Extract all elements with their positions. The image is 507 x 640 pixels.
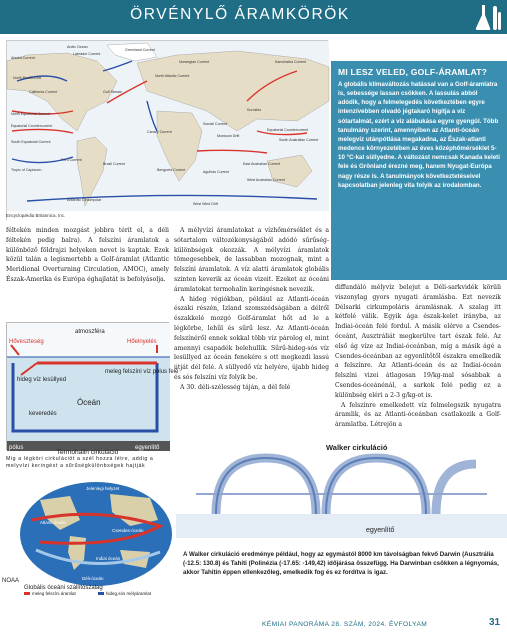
globe-label: Indiai óceán [96,556,121,561]
map-label: Equatorial Countercurrent [267,128,309,132]
map-label: Agulhas Current [203,170,229,174]
info-box [331,61,507,280]
flask-icon [473,2,503,32]
map-label: Monsoon Drift [217,134,240,138]
walker-graphic [176,434,507,538]
map-label: Brazil Current [103,162,125,166]
map-label: Alaska Current [11,56,35,60]
ocean-currents-map-graphic [7,41,329,221]
map-label: Peru Current [61,158,82,162]
walker-circulation-diagram [176,434,507,538]
legend-cold: hideg,sós mélyáramlat [106,591,152,596]
globe-label: Csendes-óceán [112,528,144,533]
map-label: Gulf Stream [103,90,123,94]
legend-warm: meleg felszíni áramlat [32,591,76,596]
map-label: Equatorial Countercurrent [11,124,53,128]
map-label: Greenland Current [125,48,155,52]
map-credit: Encyclopædia Britannica, Inc. [6,213,66,218]
conveyor-belt-graphic [0,480,173,597]
heat-loss-label: Hőveszteség [9,339,44,345]
paragraph: diffundáló mélyvíz belejut a Déli-sarkvidék körüli viszonylag gyors nyugati áramlásba. Ezt nevezik Délsarki cirkumpoláris áramlásnak. A szalag itt kétfelé válik. Egyik ága észak-kelet irányba, az Indiai-óceán felé fordul. A másik elérve a Csendes-óceánt, Ausztráliát megkerülve tart észak felé. Az első ág víze az Indiai-óceánban, míg a másik ágé a Csendes-óceánban az egyenlítőtől északra emelkedik a felszínre. Az Atlanti-óceán és az Indiai-óceán felszíni vizei átlagosan 19/kg-mal sósabbak a Csendes-óceánénál, a sarkok felé pedig ez a különbség eléri a 2-3 g/kg-ot is. [335,284,501,399]
map-label: North Equatorial Current [11,112,50,116]
info-box-body: A globális klímaváltozás hatással van a Golf-áramlatra is, sebessége lassan csökken. A lassulás abból adódik, hogy a felmelegedés következtében egyre intenzívebben olvadó jégtakaró hígítja a víz sótartalmát, ezért a víz alábukása egyre gyengül. Több tanulmány szerint, amennyiben az Atlanti-óceán melegvíz utánpótlása megakadna, az Észak-atlanti medence környezetében az éves középhőmérséklet 5-10 °C-kal süllyedne. A változást nemcsak Kanada keleti fele és Grönland érezné meg, hanem Nyugat-Európa nagy része is. A tanulmányok következtetéseivel kapcsolatban jelenleg vita folyik az irodalomban. [338,81,500,189]
map-label: East Australian Current [243,162,280,166]
map-label: South Equatorial Current [11,140,51,144]
equator-label: egyenlítő [135,445,160,451]
noaa-credit: NOAA [2,578,20,584]
map-label: Somali Current [203,122,227,126]
map-label: Norwegian Current [179,60,210,64]
info-box-title: MI LESZ VELED, GOLF-ÁRAMLAT? [338,67,488,77]
map-label: Canary Current [147,130,172,134]
walker-equator-label: egyenlítő [366,527,395,534]
ocean-label: Óceán [77,398,101,407]
column-1-text: féltekén minden mozgást jobbra térít el, a déli féltekén pedig balra). A felszíni áramlatok a különböző földrajzi helyeken nevet is kaptak. Ezek közül talán a legismertebb a Golf-áramlat (Atlantic Meridional Overturning Circulation, AMOC), amely Észak-Amerika és Európa éghajlatát is befolyásolja. [6,227,169,283]
map-label: North Pacific Drift [13,76,41,80]
map-label: Benguela Current [157,168,186,172]
heat-gain-label: Hőelnyelés [127,339,157,345]
pole-label: pólus [9,445,24,451]
map-label: Labrador Current [73,52,101,56]
column-1 [6,226,169,285]
conveyor-title: Globális óceáni szállítószalag [24,585,103,591]
mixing-label: keveredés [29,411,57,417]
thermohaline-description: Mig a légköri cirkulációt a szél hozza létre, addig a melyvízi keringést a sűrűségkülönbségek hajtják [6,456,154,470]
map-label: North Atlantic Current [155,74,190,78]
map-label: California Current [29,90,58,94]
thermohaline-caption: Termohalin cirkuláció [56,449,119,456]
map-label: West Wind Drift [193,202,218,206]
map-label: Arctic Ocean [67,45,88,49]
paragraph: A 30. déli-szélesség táján, a dél felé [180,383,291,391]
cold-sinks-label: hideg víz lesüllyed [17,377,67,383]
map-label: Antarctic Circumpolar [67,198,102,202]
column-3 [335,283,501,430]
globe-label: Déli-óceán [82,576,104,581]
column-2 [174,226,329,393]
thermohaline-graphic [7,323,179,451]
paragraph: A hideg régiókban, például az Atlanti-óceán északi részén, Izland szomszédságában a délről északkelé mozgó Golf-áramlat hőt ad le a légkörbe, lehűl és sűrű lesz. Az Atlanti-óceán felszínéről ennek sokkal több víz párolog el, mint amennyi csapadék belehullik. Sűrű-hideg-sós víz lesüllyed az óceán fenekére s ott megkezdi lassú útját dél felé. A süllyedő víz helyére, újabb hideg és sós felszíni víz folyik be. [174,295,329,381]
walker-caption: A Walker cirkuláció eredménye például, hogy az egymástól 8000 km távolságban fekvő Darwin (Ausztrália (-12.5: 130.8) és Tahiti (Polinézia (-17.65: -149,42) időjárása összefügg. Ha Darwinban csökken a légnyomás, akkor Tahitin éppen ellenkezőleg, emelkedik fog és ez fordítva is igaz. [183,551,499,576]
atmosphere-label: atmoszféra [75,329,105,335]
paragraph: A mélyvízi áramlatokat a vízhőmérséklet és a sótartalom változékonyságából adódó sűrűség-különbségek okozzák. A mélyvízi áramlatok tömegesebbek, de lassabban mozognak, mint a felszíni áramlatok. A víz alatti áramlatok globális szinten keverik az óceán vizeit. Ezeket az óceáni áramlatokat termohalin keringésnek nevezik. [174,227,329,293]
page-number: 31 [489,617,501,628]
ocean-currents-map [6,40,328,220]
globe-label: Jelenlegi helyzet [86,486,120,491]
map-label: Kamchatka Current [275,60,306,64]
walker-title: Walker cirkuláció [326,443,388,452]
map-label: Kuroshio [247,108,262,112]
map-label: West Australian Current [247,178,285,182]
page-title: ÖRVÉNYLŐ ÁRAMKÖRÖK [130,6,350,23]
paragraph: A felszínre emelkedett víz felmelegszik nyugatra áramlik, és az Atlanti-óceánban csatlakozik a Golf-áramlatba. Létrejön a [335,401,501,429]
conveyor-belt-diagram [0,480,173,597]
thermohaline-diagram [6,322,179,451]
map-label: Tropic of Capricorn [11,168,42,172]
map-label: South Australian Current [279,138,319,142]
journal-footer: KÉMIAI PANORÁMA 28. SZÁM, 2024. ÉVFOLYAM [262,621,428,628]
globe-label: Atlanti óceán [40,520,67,525]
warm-rises-label: meleg felszíni víz pólus felé [105,369,179,375]
